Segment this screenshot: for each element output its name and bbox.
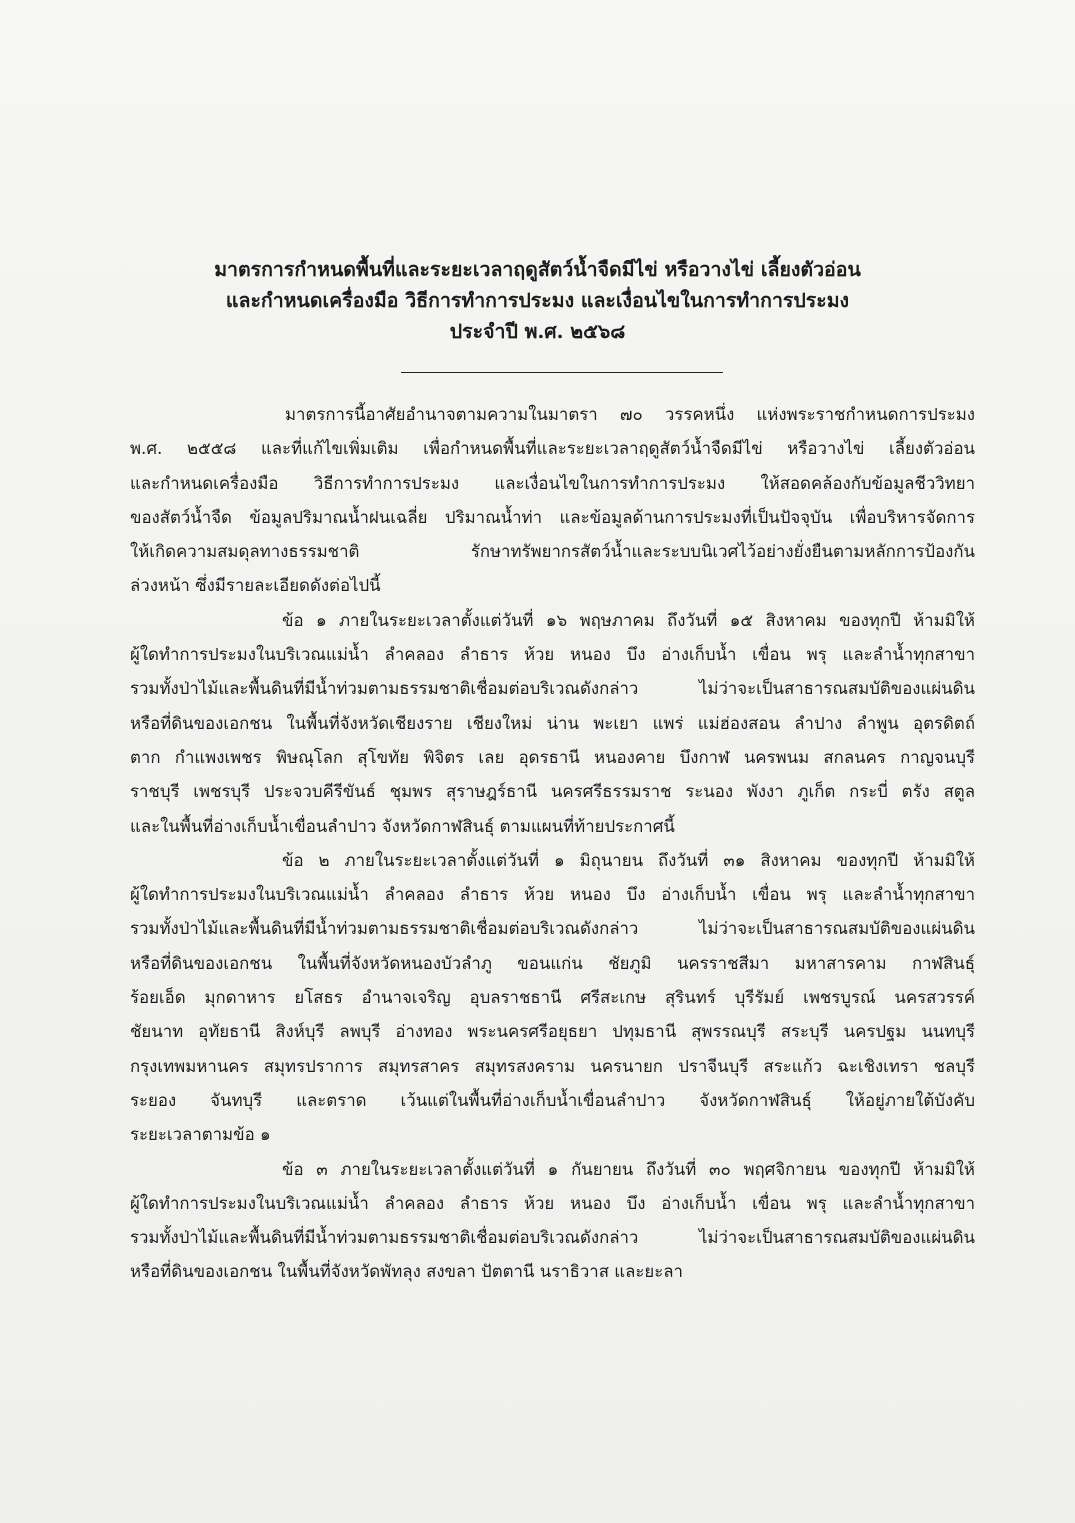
clause-1-paragraph	[130, 603, 975, 843]
clause-2-paragraph	[130, 843, 975, 1152]
text-line: ผู้ใดทำการประมงในบริเวณแม่น้ำ ลำคลอง ลำธาร ห้วย หนอง บึง อ่างเก็บน้ำ เขื่อน พรุ และลำน้ำทุกสาขา	[130, 644, 975, 665]
text-line: รวมทั้งป่าไม้และพื้นดินที่มีน้ำท่วมตามธรรมชาติเชื่อมต่อบริเวณดังกล่าว ไม่ว่าจะเป็นสาธารณสมบัติของแผ่นดิน	[130, 678, 975, 699]
text-line: รวมทั้งป่าไม้และพื้นดินที่มีน้ำท่วมตามธรรมชาติเชื่อมต่อบริเวณดังกล่าว ไม่ว่าจะเป็นสาธารณสมบัติของแผ่นดิน	[130, 918, 975, 939]
preamble-paragraph	[130, 397, 975, 603]
text-line: ข้อ ๓ ภายในระยะเวลาตั้งแต่วันที่ ๑ กันยายน ถึงวันที่ ๓๐ พฤศจิกายน ของทุกปี ห้ามมิให้	[282, 1158, 975, 1179]
text-line: ของสัตว์น้ำจืด ข้อมูลปริมาณน้ำฝนเฉลี่ย ปริมาณน้ำท่า และข้อมูลด้านการประมงที่เป็นปัจจุบัน เพื่อบริหารจัดการ	[130, 506, 975, 527]
text-line: ร้อยเอ็ด มุกดาหาร ยโสธร อำนาจเจริญ อุบลราชธานี ศรีสะเกษ สุรินทร์ บุรีรัมย์ เพชรบูรณ์ นครสวรรค์	[130, 987, 975, 1008]
document-body	[130, 397, 975, 1289]
text-line: ข้อ ๑ ภายในระยะเวลาตั้งแต่วันที่ ๑๖ พฤษภาคม ถึงวันที่ ๑๕ สิงหาคม ของทุกปี ห้ามมิให้	[282, 609, 975, 630]
text-line: ผู้ใดทำการประมงในบริเวณแม่น้ำ ลำคลอง ลำธาร ห้วย หนอง บึง อ่างเก็บน้ำ เขื่อน พรุ และลำน้ำทุกสาขา	[130, 884, 975, 905]
title-line-3: ประจำปี พ.ศ. ๒๕๖๘	[449, 320, 626, 343]
text-line: ราชบุรี เพชรบุรี ประจวบคีรีขันธ์ ชุมพร สุราษฎร์ธานี นครศรีธรรมราช ระนอง พังงา ภูเก็ต กระบี่ ตรัง สตูล	[130, 781, 975, 802]
text-line: ผู้ใดทำการประมงในบริเวณแม่น้ำ ลำคลอง ลำธาร ห้วย หนอง บึง อ่างเก็บน้ำ เขื่อน พรุ และลำน้ำทุกสาขา	[130, 1192, 975, 1213]
title-divider	[401, 372, 723, 373]
text-line: และกำหนดเครื่องมือ วิธีการทำการประมง และเงื่อนไขในการทำการประมง ให้สอดคล้องกับข้อมูลชีววิทยา	[130, 472, 975, 493]
text-line: ล่วงหน้า ซึ่งมีรายละเอียดดังต่อไปนี้	[130, 575, 381, 596]
text-line: ระยะเวลาตามข้อ ๑	[130, 1124, 271, 1145]
text-line: ระยอง จันทบุรี และตราด เว้นแต่ในพื้นที่อ่างเก็บน้ำเขื่อนลำปาว จังหวัดกาฬสินธุ์ ให้อยู่ภายใต้บังคับ	[130, 1089, 975, 1110]
text-line: และในพื้นที่อ่างเก็บน้ำเขื่อนลำปาว จังหวัดกาฬสินธุ์ ตามแผนที่ท้ายประกาศนี้	[130, 815, 675, 836]
text-line: ตาก กำแพงเพชร พิษณุโลก สุโขทัย พิจิตร เลย อุดรธานี หนองคาย บึงกาฬ นครพนม สกลนคร กาญจนบุรี	[130, 746, 975, 767]
text-line: หรือที่ดินของเอกชน ในพื้นที่จังหวัดพัทลุง สงขลา ปัตตานี นราธิวาส และยะลา	[130, 1261, 683, 1282]
text-line: หรือที่ดินของเอกชน ในพื้นที่จังหวัดหนองบัวลำภู ขอนแก่น ชัยภูมิ นครราชสีมา มหาสารคาม กาฬสินธุ์	[130, 952, 975, 973]
title-line-2: และกำหนดเครื่องมือ วิธีการทำการประมง และเงื่อนไขในการทำการประมง	[225, 289, 850, 312]
text-line: ข้อ ๒ ภายในระยะเวลาตั้งแต่วันที่ ๑ มิถุนายน ถึงวันที่ ๓๑ สิงหาคม ของทุกปี ห้ามมิให้	[282, 849, 975, 870]
text-line: ชัยนาท อุทัยธานี สิงห์บุรี ลพบุรี อ่างทอง พระนครศรีอยุธยา ปทุมธานี สุพรรณบุรี สระบุรี นครปฐม นนทบุรี	[130, 1021, 975, 1042]
text-line: ให้เกิดความสมดุลทางธรรมชาติ รักษาทรัพยากรสัตว์น้ำและระบบนิเวศไว้อย่างยั่งยืนตามหลักการป้องกัน	[130, 541, 975, 562]
text-line: หรือที่ดินของเอกชน ในพื้นที่จังหวัดเชียงราย เชียงใหม่ น่าน พะเยา แพร่ แม่ฮ่องสอน ลำปาง ลำพูน อุตรดิตถ์	[130, 712, 975, 733]
text-line: กรุงเทพมหานคร สมุทรปราการ สมุทรสาคร สมุทรสงคราม นครนายก ปราจีนบุรี สระแก้ว ฉะเชิงเทรา ชลบุรี	[130, 1055, 975, 1076]
text-line: มาตรการนี้อาศัยอำนาจตามความในมาตรา ๗๐ วรรคหนึ่ง แห่งพระราชกำหนดการประมง	[285, 404, 975, 424]
text-line: รวมทั้งป่าไม้และพื้นดินที่มีน้ำท่วมตามธรรมชาติเชื่อมต่อบริเวณดังกล่าว ไม่ว่าจะเป็นสาธารณสมบัติของแผ่นดิน	[130, 1227, 975, 1248]
document-title	[150, 254, 925, 347]
text-line: พ.ศ. ๒๕๕๘ และที่แก้ไขเพิ่มเติม เพื่อกำหนดพื้นที่และระยะเวลาฤดูสัตว์น้ำจืดมีไข่ หรือวางไข่ เลี้ยงตัวอ่อน	[130, 438, 975, 459]
title-line-1: มาตรการกำหนดพื้นที่และระยะเวลาฤดูสัตว์น้ำจืดมีไข่ หรือวางไข่ เลี้ยงตัวอ่อน	[214, 258, 861, 281]
clause-3-paragraph	[130, 1152, 975, 1289]
